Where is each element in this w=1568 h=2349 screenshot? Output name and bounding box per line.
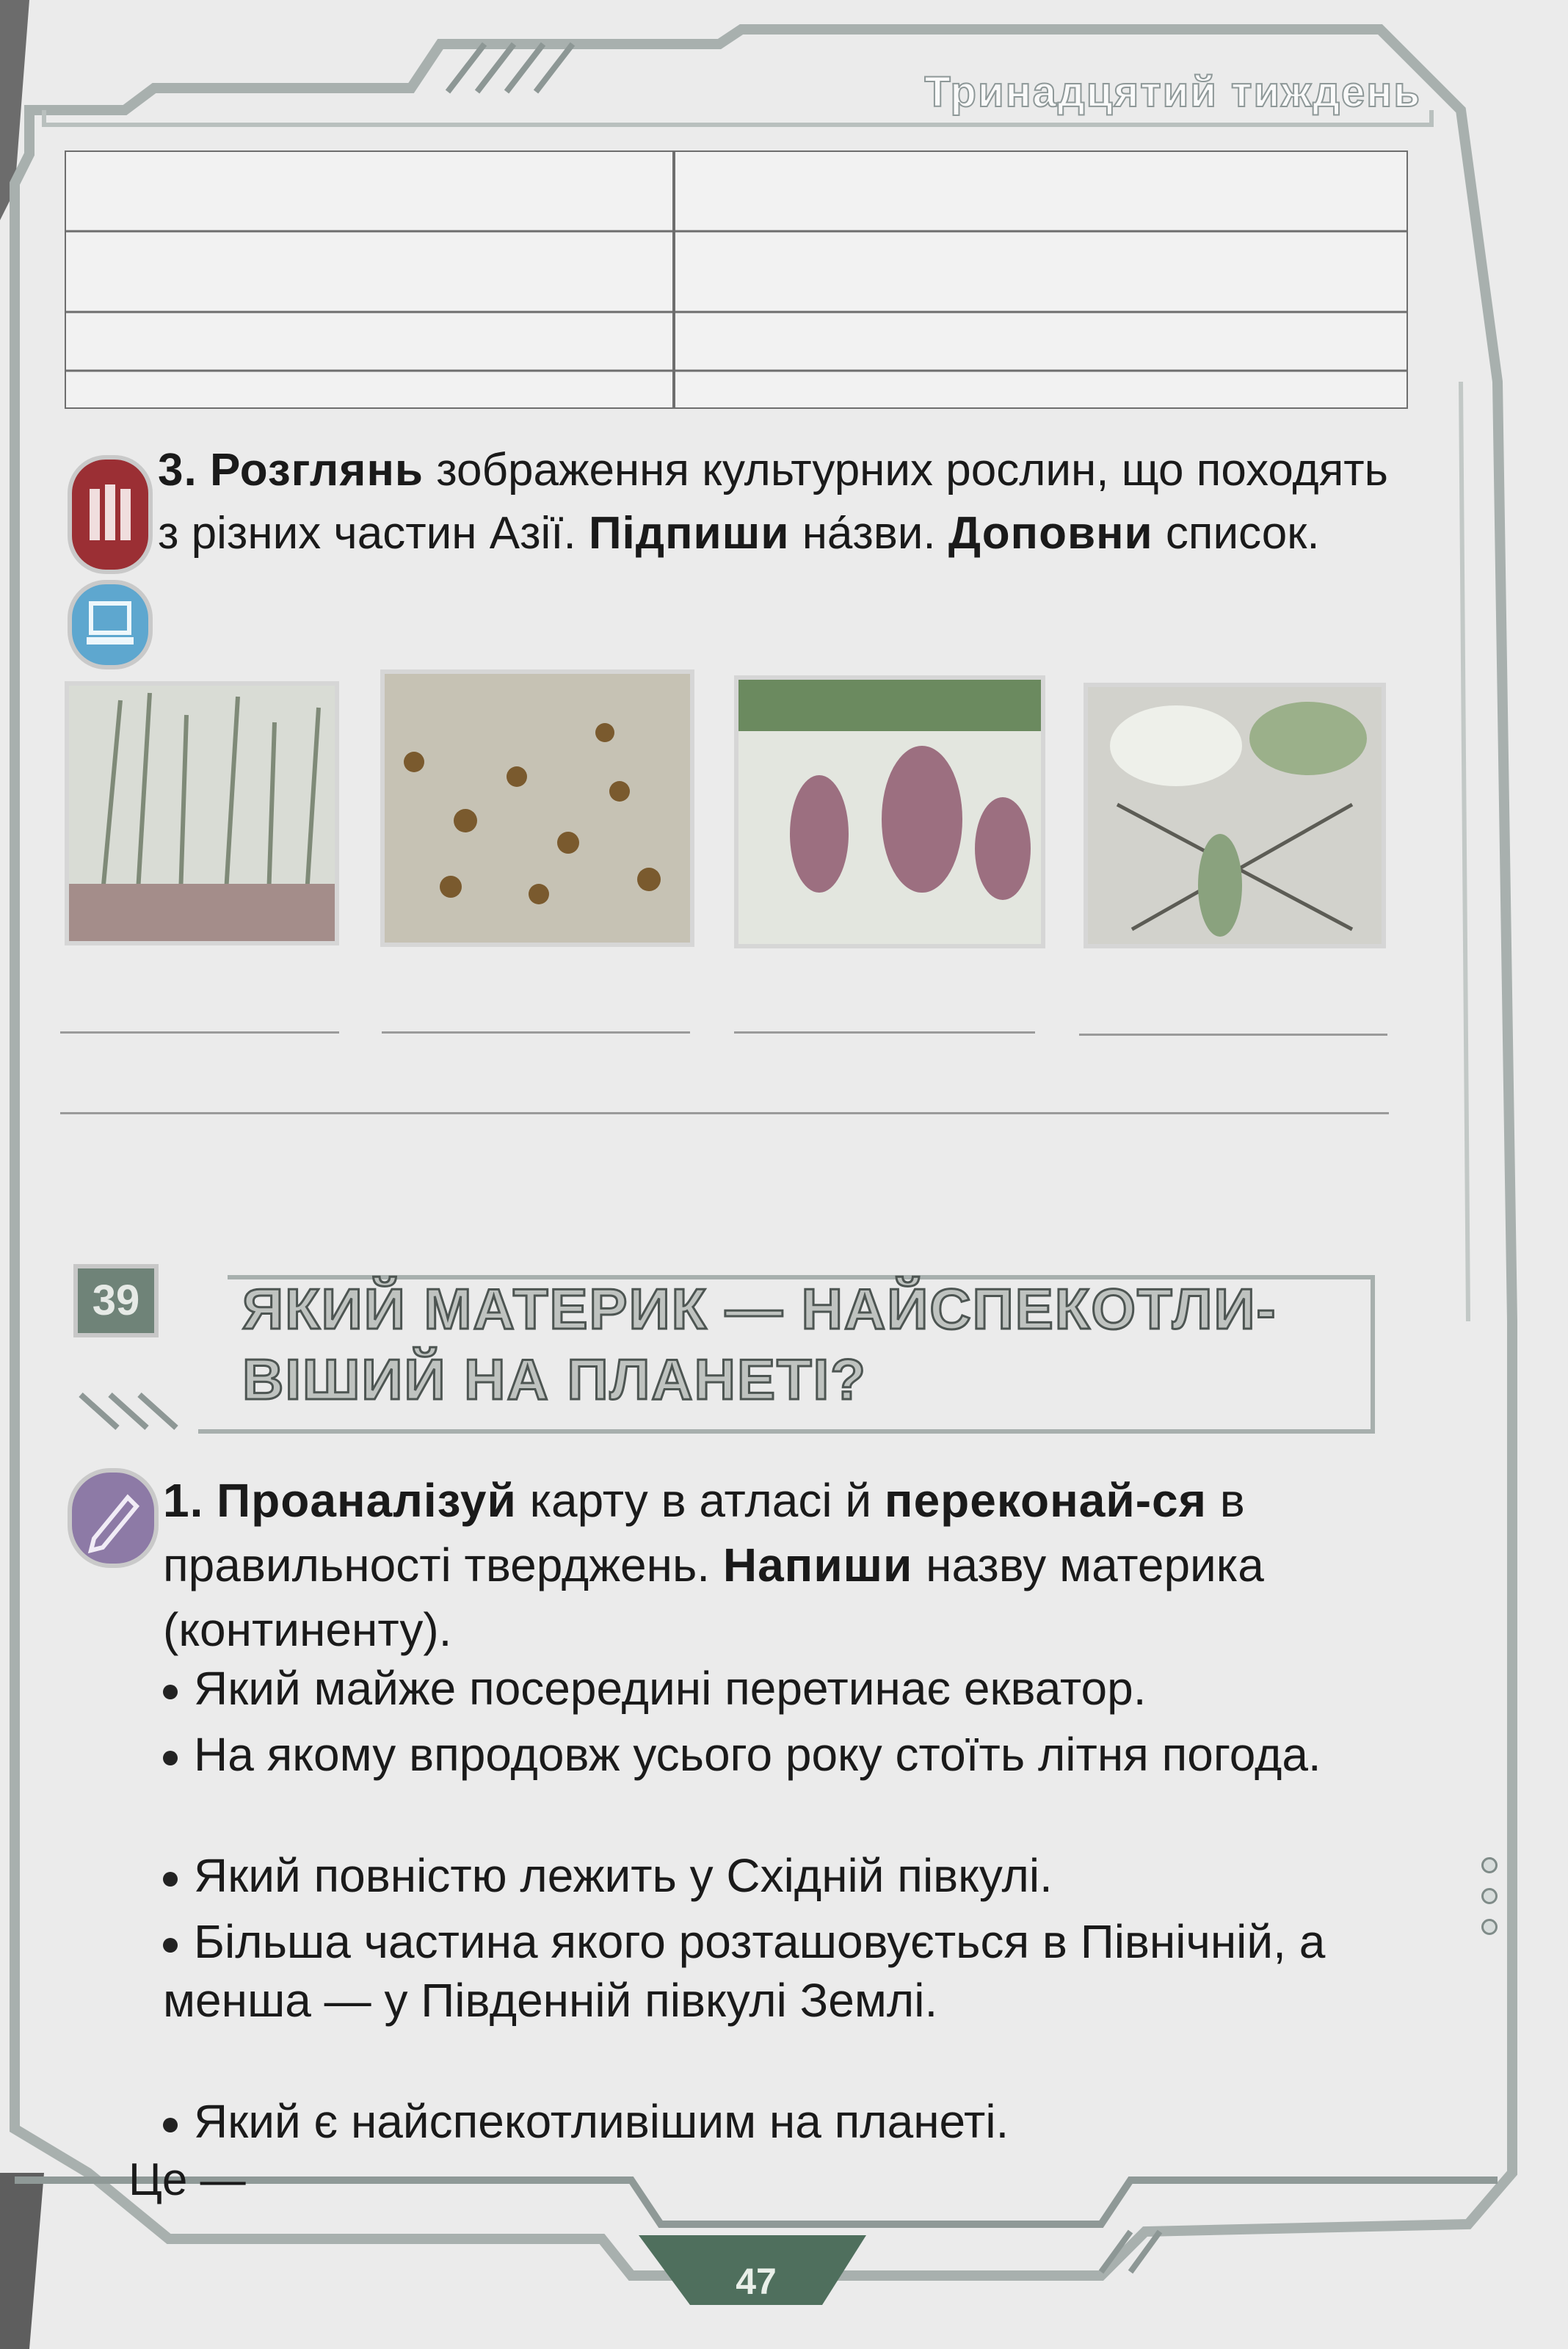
statement-text: Який майже посередині перетинає екватор. [194,1662,1147,1715]
answer-table [65,150,1408,409]
pencils-icon [68,455,153,574]
computer-icon [68,580,153,669]
lesson-number: 39 [73,1264,159,1337]
answer-line[interactable] [250,2191,1351,2193]
photo-grapes [734,675,1045,948]
photo-cucumber [1084,683,1386,948]
task-text: назву материка (континенту). [163,1539,1264,1656]
lesson-title-line: ЯКИЙ МАТЕРИК — НАЙСПЕКОТЛИ- [242,1277,1277,1341]
task-verb: Розглянь [209,445,424,495]
statement-text: Який є найспекотливішим на планеті. [194,2095,1009,2148]
statement-item [163,1912,1367,2030]
task-verb: Підпиши [588,508,790,559]
lesson-title-line: ВІШИЙ НА ПЛАНЕТІ? [242,1347,867,1412]
photo-sugarcane [65,681,339,945]
task-3 [158,439,1406,565]
task-text: список. [1165,508,1320,559]
task-text: зображення культурних рослин, що походять з різних частин Азії. [158,445,1388,559]
task-number: 3. [158,445,197,495]
task-verb: Доповни [948,508,1153,559]
task-verb: Напиши [722,1539,913,1591]
statement-text: На якому впродовж усього року стоїть літня погода. [194,1728,1321,1781]
answer-line[interactable] [734,1031,1035,1034]
pencil-icon [68,1468,159,1568]
answer-prefix: Це — [128,2154,246,2205]
task-verb: переконай-ся [884,1474,1207,1527]
statement-item [163,1846,1367,1905]
statement-item [163,1659,1367,1718]
answer-line[interactable] [1079,1034,1387,1036]
lesson-title [242,1274,1277,1415]
answer-line[interactable] [382,1031,690,1034]
page-number: 47 [736,2261,777,2302]
task-1 [163,1468,1374,1662]
task-text: на́зви. [802,508,936,559]
statement-item [163,1725,1367,1784]
photo-citrus [380,669,694,947]
week-label: Тринадцятий тиждень [924,68,1421,116]
statement-item [163,2092,1367,2151]
task-text: карту в атласі й [529,1474,872,1527]
statement-text: Більша частина якого розташовується в Північній, а менша — у Південній півкулі Землі. [163,1915,1326,2027]
answer-line[interactable] [60,1112,1389,1114]
statement-text: Який повністю лежить у Східній півкулі. [194,1849,1053,1902]
task-verb: Проаналізуй [217,1474,517,1527]
task-text: в правильності тверджень. [163,1474,1245,1591]
task-number: 1. [163,1474,204,1527]
answer-line[interactable] [60,1031,339,1034]
